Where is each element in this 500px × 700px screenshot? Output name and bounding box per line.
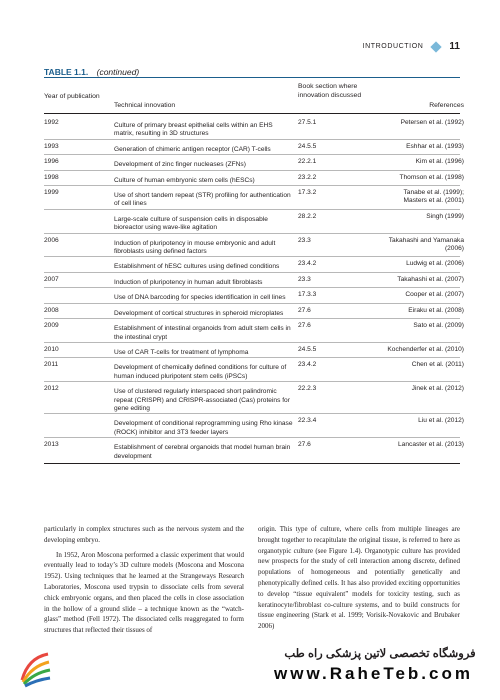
cell-references: Lancaster et al. (2013) <box>398 441 464 449</box>
cell-section: 23.2.2 <box>298 173 317 181</box>
cell-year: 2009 <box>44 322 59 330</box>
table-row <box>44 116 464 140</box>
cell-references: Tanabe et al. (1999); Masters et al. (2001) <box>403 189 464 205</box>
cell-references: Takahashi et al. (2007) <box>397 275 464 283</box>
cell-section: 27.6 <box>298 322 311 330</box>
cell-innovation: Use of clustered regularly interspaced short palindromic repeat (CRISPR) and CRISPR-associated (Cas) proteins for gene editing <box>114 388 290 412</box>
cell-year: 1999 <box>44 189 59 197</box>
header-references: References <box>429 102 464 109</box>
page-number: 11 <box>449 41 460 52</box>
cell-section: 28.2.2 <box>298 212 317 220</box>
cell-year: 2007 <box>44 275 59 283</box>
table-row <box>44 155 464 170</box>
paragraph: origin. This type of culture, where cells from multiple lineages are brought together to recapitulate the original tissue, is referred to here as organotypic culture (see Figure 1.4). Organotypic culture has provided new prospects for the study of cell interaction among discrete, defined populations of homogeneous and potentially genetically and phenotypically defined cells. It has also provided exciting opportunities to develop “tissue equivalent” models for toxicity testing, such as keratinocyte/fibroblast co-culture systems, and to build constructs for tissue engineering (Stark et al. 1999; Vorisik-Novakovic and Brubaker 2006) <box>258 525 460 631</box>
table-row <box>44 358 464 382</box>
watermark-url: www.RaheTeb.com <box>274 664 473 683</box>
cell-section: 27.6 <box>298 306 311 314</box>
table-row <box>44 257 464 272</box>
cell-year: 1993 <box>44 142 59 150</box>
table-label: TABLE 1.1. <box>44 67 89 77</box>
cell-innovation: Development of chemically defined conditions for culture of human induced pluripotent stem cells (iPSCs) <box>114 364 287 380</box>
cell-innovation: Establishment of hESC cultures using defined conditions <box>114 263 280 271</box>
cell-year: 2013 <box>44 441 59 449</box>
table-row <box>44 343 464 358</box>
cell-section: 23.4.2 <box>298 361 317 369</box>
cell-references: Liu et al. (2012) <box>418 417 464 425</box>
cell-innovation: Use of DNA barcoding for species identification in cell lines <box>114 294 286 302</box>
cell-section: 22.3.4 <box>298 417 317 425</box>
cell-section: 24.5.5 <box>298 345 317 353</box>
paragraph: particularly in complex structures such as the nervous system and the developing embryo. <box>44 525 244 544</box>
watermark-banner <box>0 640 500 700</box>
cell-section: 23.3 <box>298 236 311 244</box>
header-year: Year of publication <box>44 93 100 100</box>
table-body <box>44 116 464 461</box>
paragraph: In 1952, Aron Moscona performed a classic experiment that would eventually lead to today’s 3D culture models (Moscona and Moscona 1952). Using techniques that he learned at the Strangeways Research Laboratories, Moscona used trypsin to dissociate cells from several chick embryonic organs, and then placed the cells in close association in the hollow of a ground slide – a technique known as the “watch-glass” method (Fell 1972). The dissociated cells reaggregated to form structures that reflected their tissues of <box>44 550 244 635</box>
cell-section: 27.6 <box>298 441 311 449</box>
cell-references: Petersen et al. (1992) <box>400 119 464 126</box>
cell-section: 27.5.1 <box>298 119 317 126</box>
cell-section: 22.2.1 <box>298 158 317 166</box>
cell-innovation: Culture of primary breast epithelial cells within an EHS matrix, resulting in 3D structures <box>114 122 273 138</box>
cell-section: 23.3 <box>298 275 311 283</box>
table-header-rule <box>44 113 460 114</box>
cell-innovation: Development of zinc finger nucleases (ZFNs) <box>114 161 246 169</box>
cell-innovation: Culture of human embryonic stem cells (hESCs) <box>114 176 255 184</box>
cell-references: Singh (1999) <box>426 212 464 220</box>
running-head <box>363 41 460 52</box>
table-row <box>44 382 464 414</box>
cell-year: 1998 <box>44 173 59 181</box>
cell-year: 2008 <box>44 306 59 314</box>
cell-year: 1996 <box>44 158 59 166</box>
cell-innovation: Use of CAR T-cells for treatment of lymphoma <box>114 348 249 356</box>
table-row <box>44 438 464 461</box>
table-row <box>44 210 464 234</box>
cell-innovation: Establishment of intestinal organoids from adult stem cells in the intestinal crypt <box>114 325 291 341</box>
cell-innovation: Use of short tandem repeat (STR) profiling for authentication of cell lines <box>114 192 291 208</box>
raheteb-logo-icon <box>18 646 52 688</box>
cell-section: 23.4.2 <box>298 260 317 268</box>
cell-innovation: Establishment of cerebral organoids that model human brain development <box>114 444 291 460</box>
table-row <box>44 304 464 319</box>
body-right-column <box>258 524 460 636</box>
table-continued: (continued) <box>96 67 140 77</box>
cell-references: Thomson et al. (1998) <box>399 173 464 181</box>
cell-innovation: Generation of chimeric antigen receptor (CAR) T-cells <box>114 145 271 153</box>
cell-references: Jinek et al. (2012) <box>411 385 464 393</box>
table-row <box>44 186 464 210</box>
table-row <box>44 288 464 303</box>
cell-innovation: Large-scale culture of suspension cells in disposable bioreactor using wave-like agitation <box>114 215 268 232</box>
cell-references: Eiraku et al. (2008) <box>408 306 464 314</box>
cell-references: Kochenderfer et al. (2010) <box>387 345 464 353</box>
table-bottom-rule <box>44 463 460 464</box>
body-left-column <box>44 524 244 640</box>
table-row <box>44 273 464 288</box>
cell-year: 2010 <box>44 345 59 353</box>
table-row <box>44 234 464 258</box>
cell-references: Sato et al. (2009) <box>413 322 464 330</box>
cell-section: 17.3.3 <box>298 291 317 299</box>
cell-year: 1992 <box>44 119 59 126</box>
diamond-icon <box>431 41 442 52</box>
cell-section: 17.3.2 <box>298 189 317 197</box>
cell-innovation: Development of cortical structures in spheroid microplates <box>114 309 284 317</box>
cell-innovation: Development of conditional reprogramming using Rho kinase (ROCK) inhibitor and 3T3 feeder layers <box>114 420 293 436</box>
watermark-persian-text: فروشگاه تخصصی لاتین پزشکی راه طب <box>284 648 476 660</box>
table-header <box>44 80 464 110</box>
table-top-rule <box>44 77 460 78</box>
cell-references: Cooper et al. (2007) <box>405 291 464 299</box>
cell-section: 22.2.3 <box>298 385 317 393</box>
cell-references: Eshhar et al. (1993) <box>406 142 464 150</box>
running-head-label: INTRODUCTION <box>362 43 424 50</box>
table-caption <box>44 67 139 77</box>
table-row <box>44 171 464 186</box>
cell-year: 2011 <box>44 361 59 369</box>
cell-year: 2006 <box>44 236 59 244</box>
cell-references: Chen et al. (2011) <box>411 361 464 369</box>
cell-innovation: Induction of pluripotency in mouse embryonic and adult fibroblasts using defined factors <box>114 239 276 256</box>
header-section: Book section where innovation discussed <box>298 83 362 99</box>
header-innovation: Technical innovation <box>114 102 176 109</box>
cell-innovation: Induction of pluripotency in human adult fibroblasts <box>114 278 263 286</box>
cell-references: Takahashi and Yamanaka (2006) <box>388 236 464 253</box>
cell-references: Ludwig et al. (2006) <box>406 260 464 268</box>
cell-section: 24.5.5 <box>298 142 317 150</box>
table-row <box>44 414 464 438</box>
table-row <box>44 319 464 343</box>
cell-year: 2012 <box>44 385 59 393</box>
table-row <box>44 140 464 155</box>
cell-references: Kim et al. (1996) <box>415 158 464 166</box>
